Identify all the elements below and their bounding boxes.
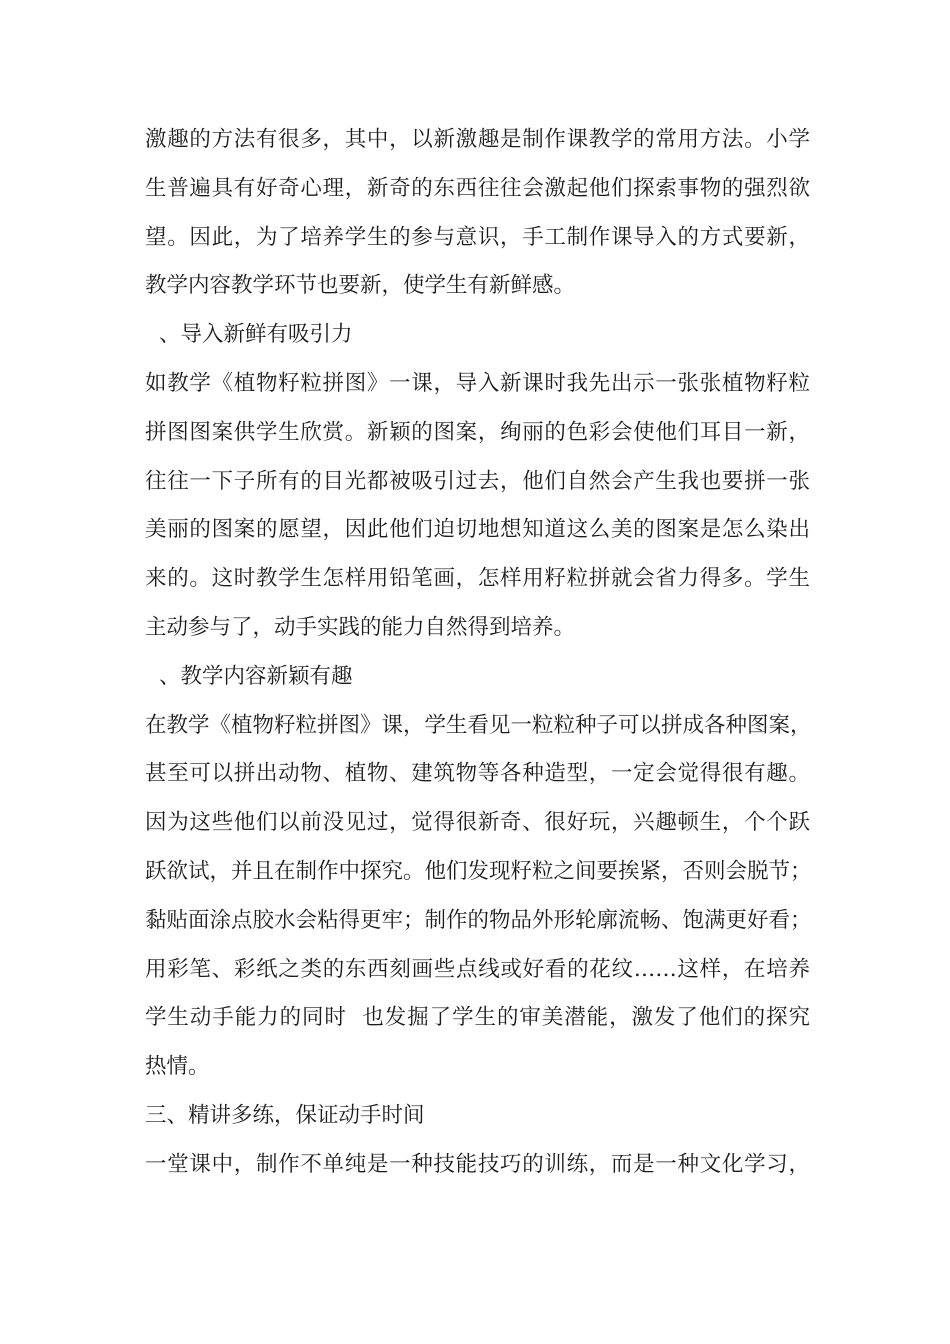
subheading-text: 、教学内容新颖有趣 (159, 663, 353, 689)
paragraph-intro-example (145, 360, 810, 653)
text-line: 生普遍具有好奇心理，新奇的东西往往会激起他们探索事物的强烈欲 (145, 175, 810, 201)
section-heading-three (145, 1092, 810, 1141)
text-line: 拼图图案供学生欣赏。新颖的图案，绚丽的色彩会使他们耳目一新， (145, 419, 810, 445)
subheading-content-novel (145, 653, 810, 702)
text-line: 往往一下子所有的目光都被吸引过去，他们自然会产生我也要拼一张 (145, 468, 810, 494)
paragraph-section-three (145, 1141, 810, 1190)
text-line: 如教学《植物籽粒拼图》一课，导入新课时我先出示一张张植物籽粒 (145, 370, 810, 396)
subheading-text: 、导入新鲜有吸引力 (159, 322, 353, 348)
paragraph-content-example (145, 702, 810, 1092)
text-line: 美丽的图案的愿望，因此他们迫切地想知道这么美的图案是怎么染出 (145, 517, 810, 543)
text-line: 教学内容教学环节也要新，使学生有新鲜感。 (145, 273, 576, 299)
subheading-intro-attractive (145, 311, 810, 360)
text-line: 跃欲试，并且在制作中探究。他们发现籽粒之间要挨紧，否则会脱节； (145, 858, 812, 884)
text-line: 黏贴面涂点胶水会粘得更牢；制作的物品外形轮廓流畅、饱满更好看； (145, 907, 812, 933)
text-line: 学生动手能力的同时 也发掘了学生的审美潜能，激发了他们的探究 (145, 1005, 810, 1031)
text-line: 来的。这时教学生怎样用铅笔画，怎样用籽粒拼就会省力得多。学生 (145, 566, 810, 592)
text-line: 主动参与了，动手实践的能力自然得到培养。 (145, 614, 576, 640)
document-body (145, 116, 810, 1190)
text-line: 因为这些他们以前没见过，觉得很新奇、很好玩，兴趣顿生，个个跃 (145, 810, 810, 836)
text-line: 在教学《植物籽粒拼图》课，学生看见一粒粒种子可以拼成各种图案， (145, 712, 812, 738)
text-line: 甚至可以拼出动物、植物、建筑物等各种造型，一定会觉得很有趣。 (145, 761, 810, 787)
text-line: 一堂课中，制作不单纯是一种技能技巧的训练，而是一种文化学习， (145, 1151, 810, 1177)
paragraph-intro (145, 116, 810, 311)
text-line: 望。因此，为了培养学生的参与意识，手工制作课导入的方式要新， (145, 224, 810, 250)
section-heading-text: 三、精讲多练，保证动手时间 (145, 1102, 425, 1128)
text-line: 激趣的方法有很多，其中，以新激趣是制作课教学的常用方法。小学 (145, 127, 810, 152)
text-line: 用彩笔、彩纸之类的东西刻画些点线或好看的花纹……这样，在培养 (145, 956, 810, 982)
text-line: 热情。 (145, 1054, 210, 1080)
